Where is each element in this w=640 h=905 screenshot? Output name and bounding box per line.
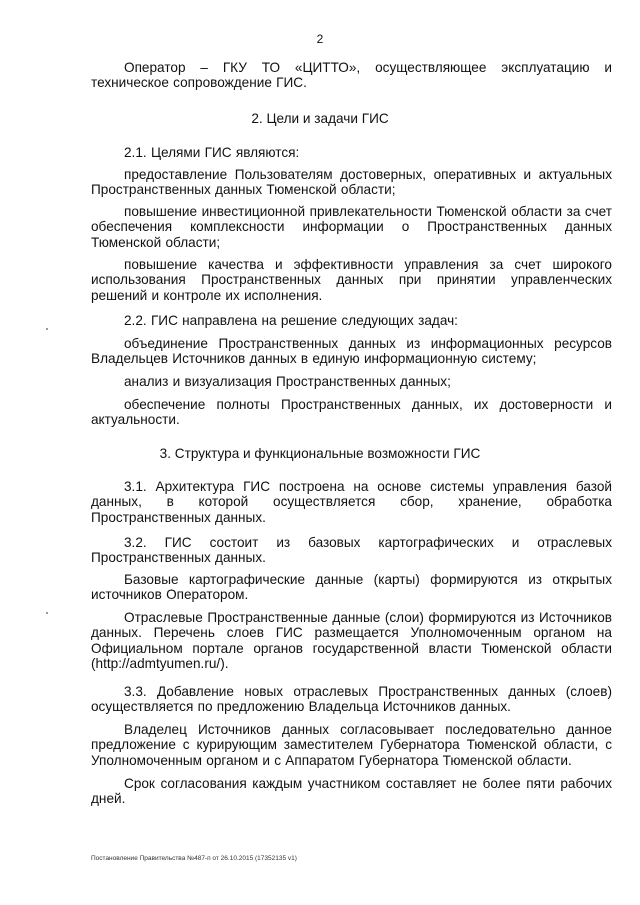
paragraph-task-3: обеспечение полноты Пространственных данных, их достоверности и актуальности. — [91, 397, 612, 428]
paragraph-3-1: 3.1. Архитектура ГИС построена на основе системы управления базой данных, в которой осуществляется сбор, хранение, обработка Пространственных данных. — [91, 479, 612, 525]
paragraph-layers: Отраслевые Пространственные данные (слои) формируются из Источников данных. Перечень слоев ГИС размещается Уполномоченным органом на Официальном портале органов государственной власти Тюменской области (http://admtyumen.ru/). — [91, 610, 612, 672]
section-heading-structure: 3. Структура и функциональные возможности ГИС — [159, 446, 481, 461]
paragraph-task-1: объединение Пространственных данных из информационных ресурсов Владельцев Источников данных в единую информационную систему; — [91, 336, 612, 367]
paragraph-operator: Оператор – ГКУ ТО «ЦИТТО», осуществляющее эксплуатацию и техническое сопровождение ГИС. — [91, 60, 612, 91]
page-number: 2 — [316, 32, 324, 46]
paragraph-2-1: 2.1. Целями ГИС являются: — [124, 145, 300, 160]
paragraph-goal-3: повышение качества и эффективности управления за счет широкого использования Пространственных данных при принятии управленческих решений и контроле их исполнения. — [91, 257, 612, 303]
paragraph-task-2: анализ и визуализация Пространственных данных; — [124, 374, 451, 389]
paragraph-3-3: 3.3. Добавление новых отраслевых Пространственных данных (слоев) осуществляется по предложению Владельца Источников данных. — [91, 684, 612, 715]
paragraph-goal-2: повышение инвестиционной привлекательности Тюменской области за счет обеспечения комплексности информации о Пространственных данных Тюменской области; — [91, 204, 612, 250]
paragraph-goal-1: предоставление Пользователям достоверных, оперативных и актуальных Пространственных данных Тюменской области; — [91, 167, 612, 198]
paragraph-base-maps: Базовые картографические данные (карты) формируются из открытых источников Оператором. — [91, 572, 612, 603]
paragraph-2-2: 2.2. ГИС направлена на решение следующих задач: — [124, 313, 458, 328]
paragraph-approval: Владелец Источников данных согласовывает последовательно данное предложение с курирующим заместителем Губернатора Тюменской области, с Уполномоченным органом и с Аппаратом Губернатора Тюменской области. — [91, 722, 612, 768]
section-heading-goals: 2. Цели и задачи ГИС — [251, 111, 389, 126]
margin-mark — [46, 328, 48, 330]
footer-doc-reference: Постановление Правительства №487-п от 26.10.2015 (17352135 v1) — [91, 855, 297, 862]
paragraph-3-2: 3.2. ГИС состоит из базовых картографических и отраслевых Пространственных данных. — [91, 535, 612, 566]
margin-mark — [46, 612, 48, 614]
paragraph-term: Срок согласования каждым участником составляет не более пяти рабочих дней. — [91, 776, 612, 807]
